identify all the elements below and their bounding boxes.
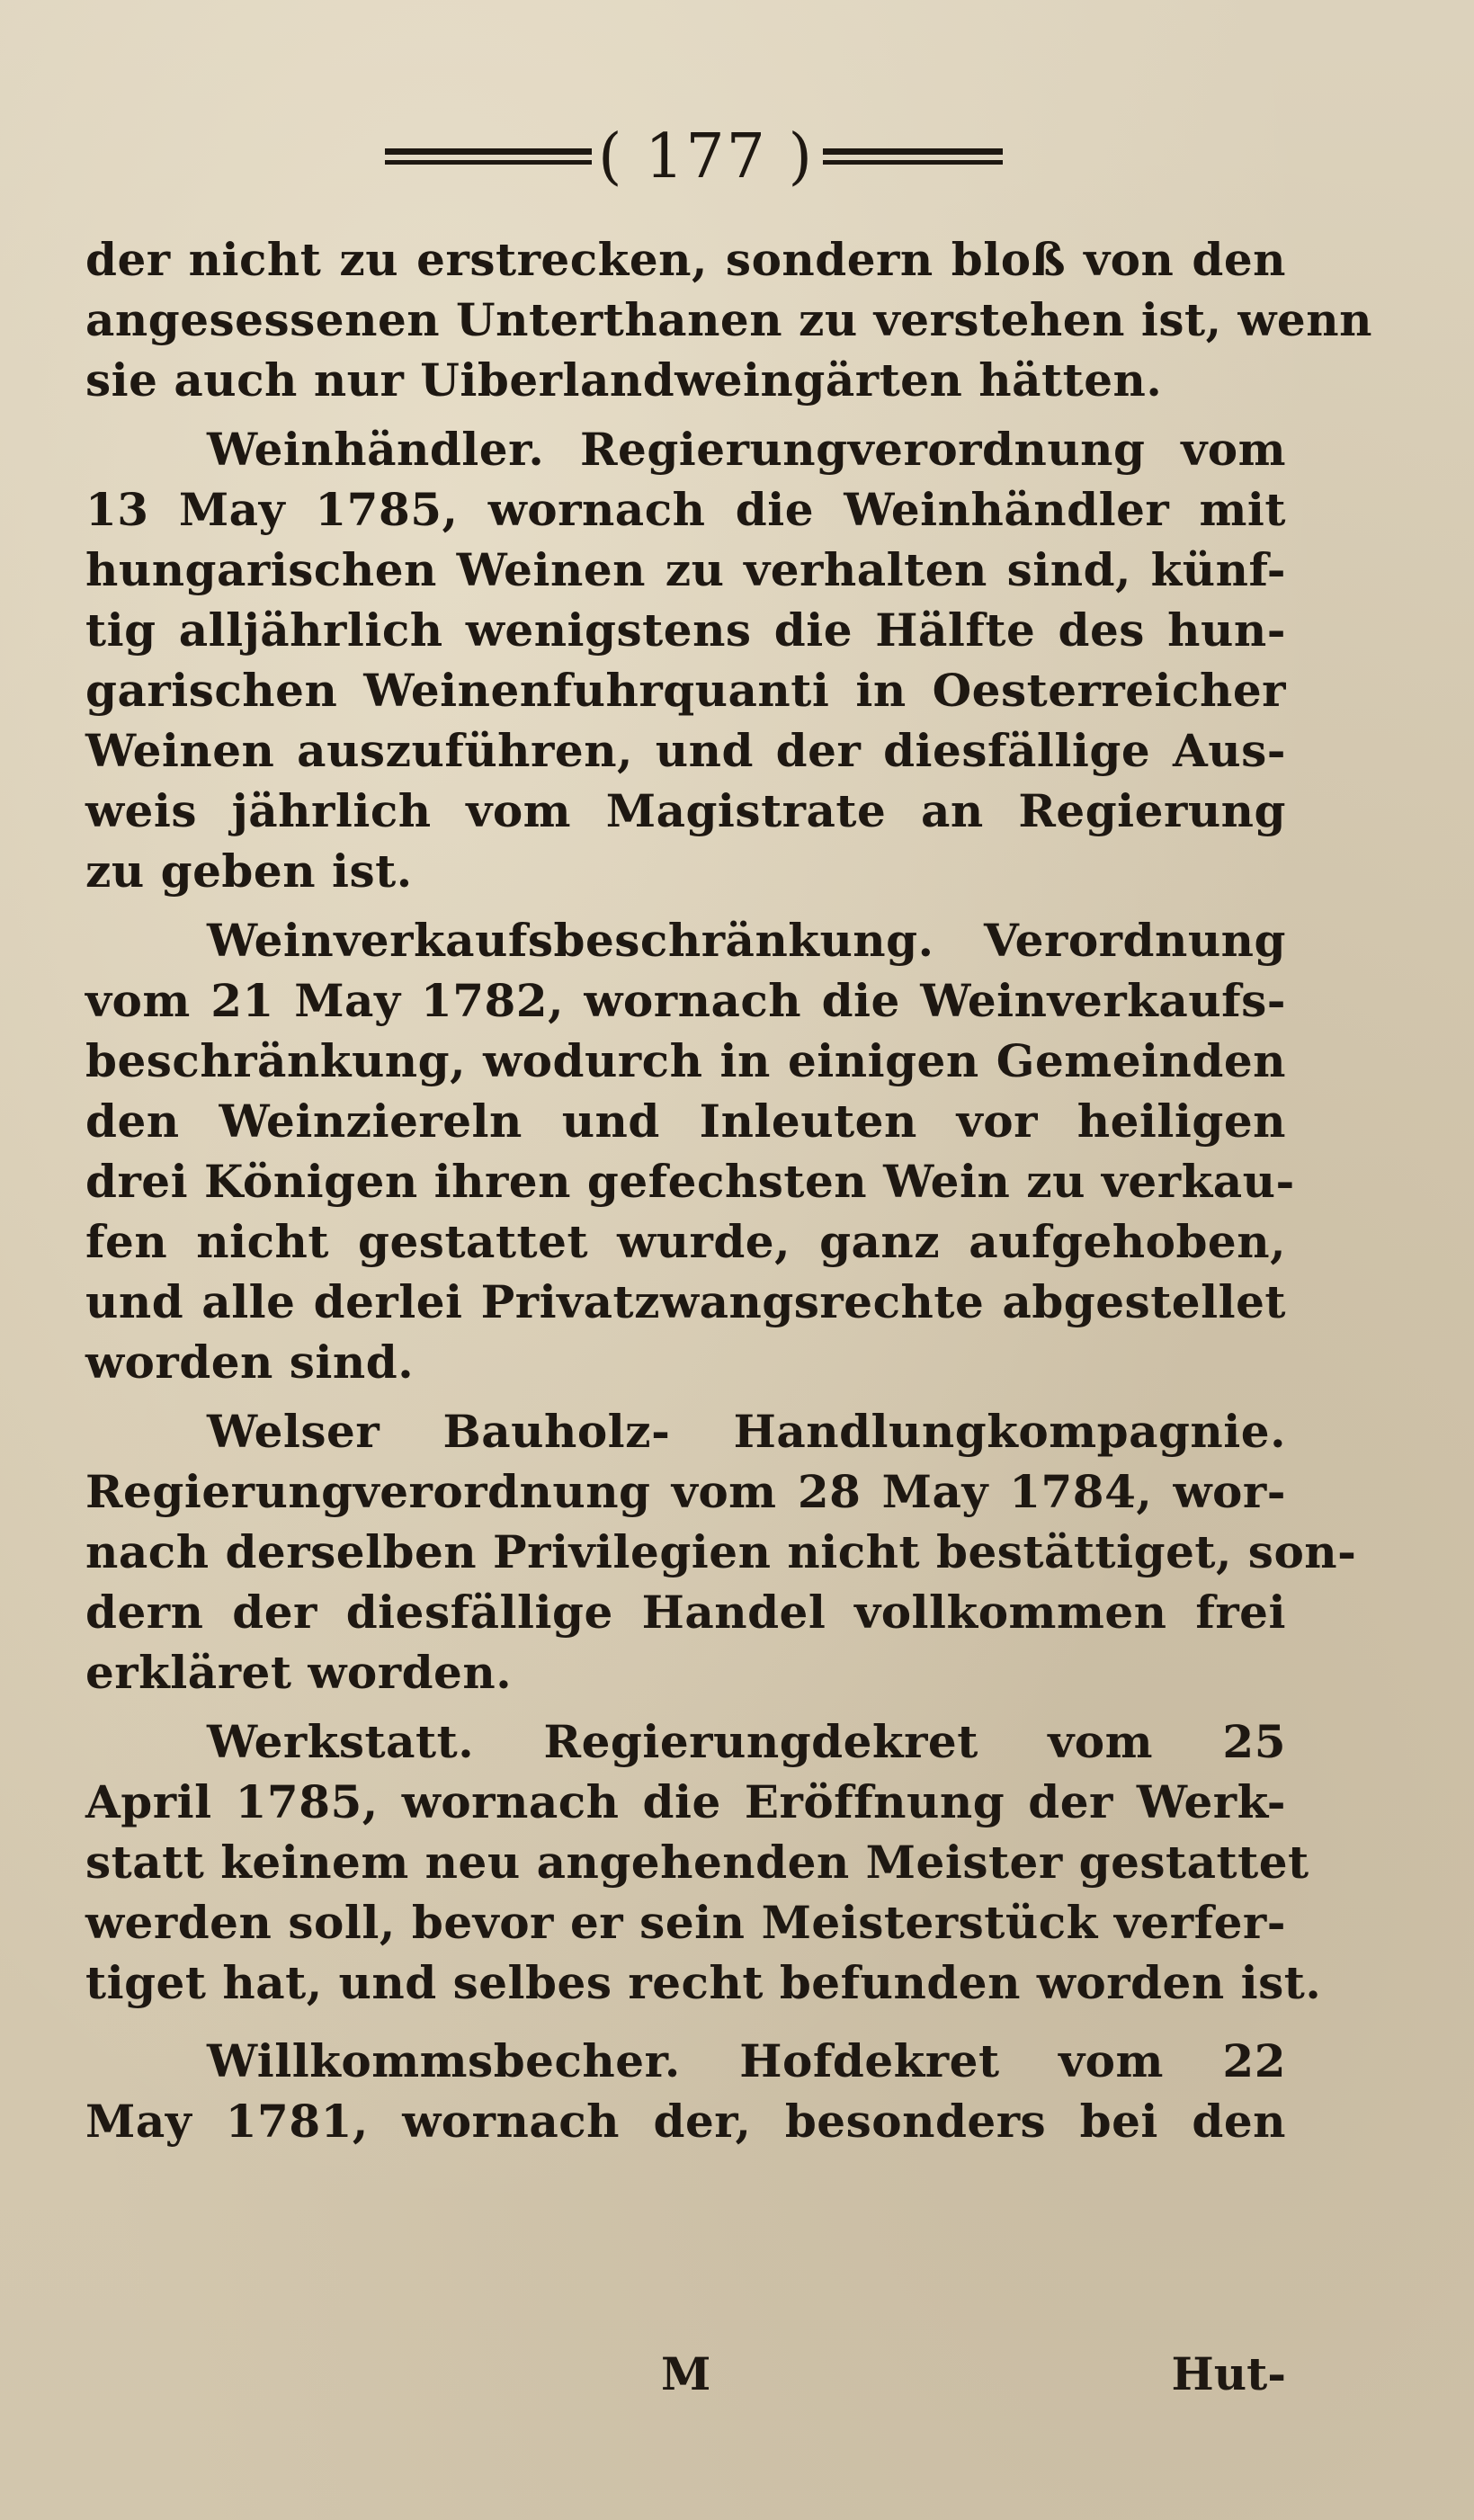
text-line: angesessenen Unterthanen zu verstehen ist, wenn [85, 293, 1372, 346]
text-line: zu geben ist. [85, 844, 413, 898]
text-line: vom 21 May 1782, wornach die Weinverkaufs- [85, 974, 1286, 1027]
text-line: worden sind. [85, 1336, 415, 1389]
text-line: Weinen auszuführen, und der diesfällige Aus- [85, 724, 1286, 777]
text-line: Willkommsbecher. Hofdekret vom 22 [207, 2034, 1286, 2087]
text-line: Welser Bauholz- Handlungkompagnie. [207, 1405, 1286, 1458]
paragraph [85, 2031, 1286, 2151]
text-line: fen nicht gestattet wurde, ganz aufgehoben, [85, 1215, 1286, 1268]
catchline [85, 2338, 1286, 2410]
catchword: Hut- [1171, 2347, 1286, 2400]
header-rule-left [385, 148, 592, 165]
text-line: werden soll, bevor er sein Meisterstück verfer- [85, 1896, 1286, 1949]
text-line: den Weinziereln und Inleuten vor heiligen [85, 1095, 1286, 1148]
text-line: erkläret worden. [85, 1646, 513, 1699]
text-line: tig alljährlich wenigstens die Hälfte des hun- [85, 603, 1286, 657]
header-rule-right [823, 148, 1003, 165]
text-line: May 1781, wornach der, besonders bei den [85, 2095, 1286, 2148]
text-line: Weinhändler. Regierungverordnung vom [207, 423, 1286, 476]
text-line: sie auch nur Uiberlandweingärten hätten. [85, 353, 1163, 407]
text-line: nach derselben Privilegien nicht bestättiget, son- [85, 1525, 1357, 1578]
paragraph [85, 1711, 1322, 2013]
paragraph [85, 419, 1286, 901]
text-line: garischen Weinenfuhrquanti in Oesterreicher [85, 664, 1286, 717]
paragraph [85, 229, 1372, 410]
signature-mark: M [661, 2347, 711, 2400]
page-number: ( 177 ) [597, 121, 815, 192]
text-line: weis jährlich vom Magistrate an Regierung [85, 784, 1286, 837]
paragraph [85, 1401, 1357, 1702]
text-line: Regierungverordnung vom 28 May 1784, wor- [85, 1465, 1286, 1518]
text-line: statt keinem neu angehenden Meister gestattet [85, 1836, 1309, 1889]
paragraph [85, 910, 1295, 1392]
text-line: und alle derlei Privatzwangsrechte abgestellet [85, 1275, 1286, 1328]
body-text [85, 229, 1372, 2151]
text-line: beschränkung, wodurch in einigen Gemeinden [85, 1034, 1286, 1087]
text-line: drei Königen ihren gefechsten Wein zu verkau- [85, 1155, 1295, 1208]
text-line: dern der diesfällige Handel vollkommen frei [85, 1586, 1286, 1639]
text-line: der nicht zu erstrecken, sondern bloß von den [85, 233, 1286, 286]
text-line: April 1785, wornach die Eröffnung der Werk- [85, 1775, 1286, 1828]
text-line: hungarischen Weinen zu verhalten sind, künf- [85, 543, 1286, 596]
text-line: Weinverkaufsbeschränkung. Verordnung [207, 914, 1286, 967]
text-line: tiget hat, und selbes recht befunden worden ist. [85, 1956, 1322, 2009]
page-header [0, 108, 1474, 207]
text-line: 13 May 1785, wornach die Weinhändler mit [85, 483, 1286, 536]
text-line: Werkstatt. Regierungdekret vom 25 [207, 1715, 1286, 1768]
